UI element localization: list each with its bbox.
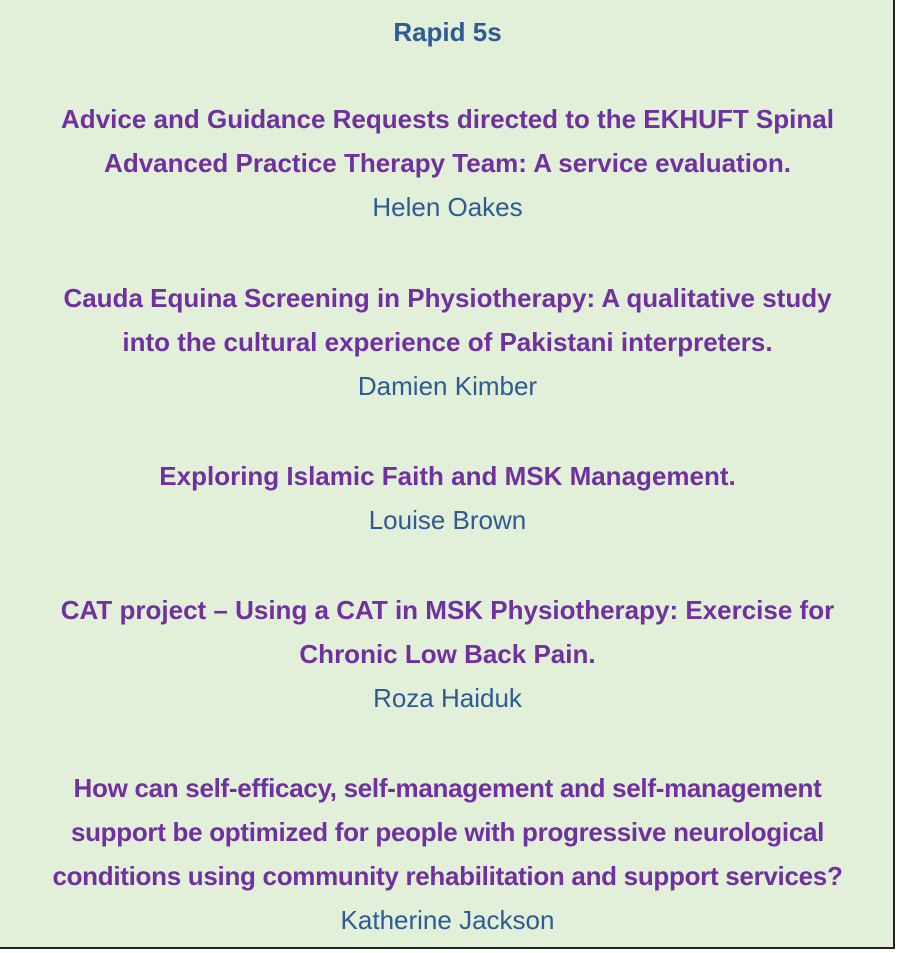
presentation-title-line: Advice and Guidance Requests directed to the EKHUFT Spinal	[61, 104, 834, 134]
presenter-name: Roza Haiduk	[373, 683, 522, 713]
presentation-title-line: Chronic Low Back Pain.	[299, 639, 596, 669]
page-title: Rapid 5s	[393, 17, 502, 47]
presentation-title-line: Advanced Practice Therapy Team: A service evaluation.	[104, 148, 791, 178]
presentation-title-line: into the cultural experience of Pakistani interpreters.	[122, 327, 773, 357]
presenter-name: Damien Kimber	[357, 371, 538, 401]
presentation-entry	[0, 97, 895, 229]
presentation-title-line: Exploring Islamic Faith and MSK Management.	[159, 461, 736, 491]
presenter-name: Louise Brown	[368, 505, 527, 535]
presenter-name: Helen Oakes	[372, 192, 523, 222]
presentation-title-line: How can self-efficacy, self-management and self-management	[73, 773, 822, 803]
presentation-title-line: Cauda Equina Screening in Physiotherapy: A qualitative study	[63, 283, 832, 313]
presenter-name: Katherine Jackson	[340, 905, 555, 935]
presentation-entry	[0, 454, 895, 542]
presentation-title-line: conditions using community rehabilitation and support services?	[52, 861, 843, 891]
presentation-title-line: support be optimized for people with progressive neurological	[70, 817, 825, 847]
presentation-entry	[0, 588, 895, 720]
presentation-entry	[0, 766, 895, 942]
presentation-entry	[0, 276, 895, 408]
presentation-title-line: CAT project – Using a CAT in MSK Physiotherapy: Exercise for	[60, 595, 835, 625]
